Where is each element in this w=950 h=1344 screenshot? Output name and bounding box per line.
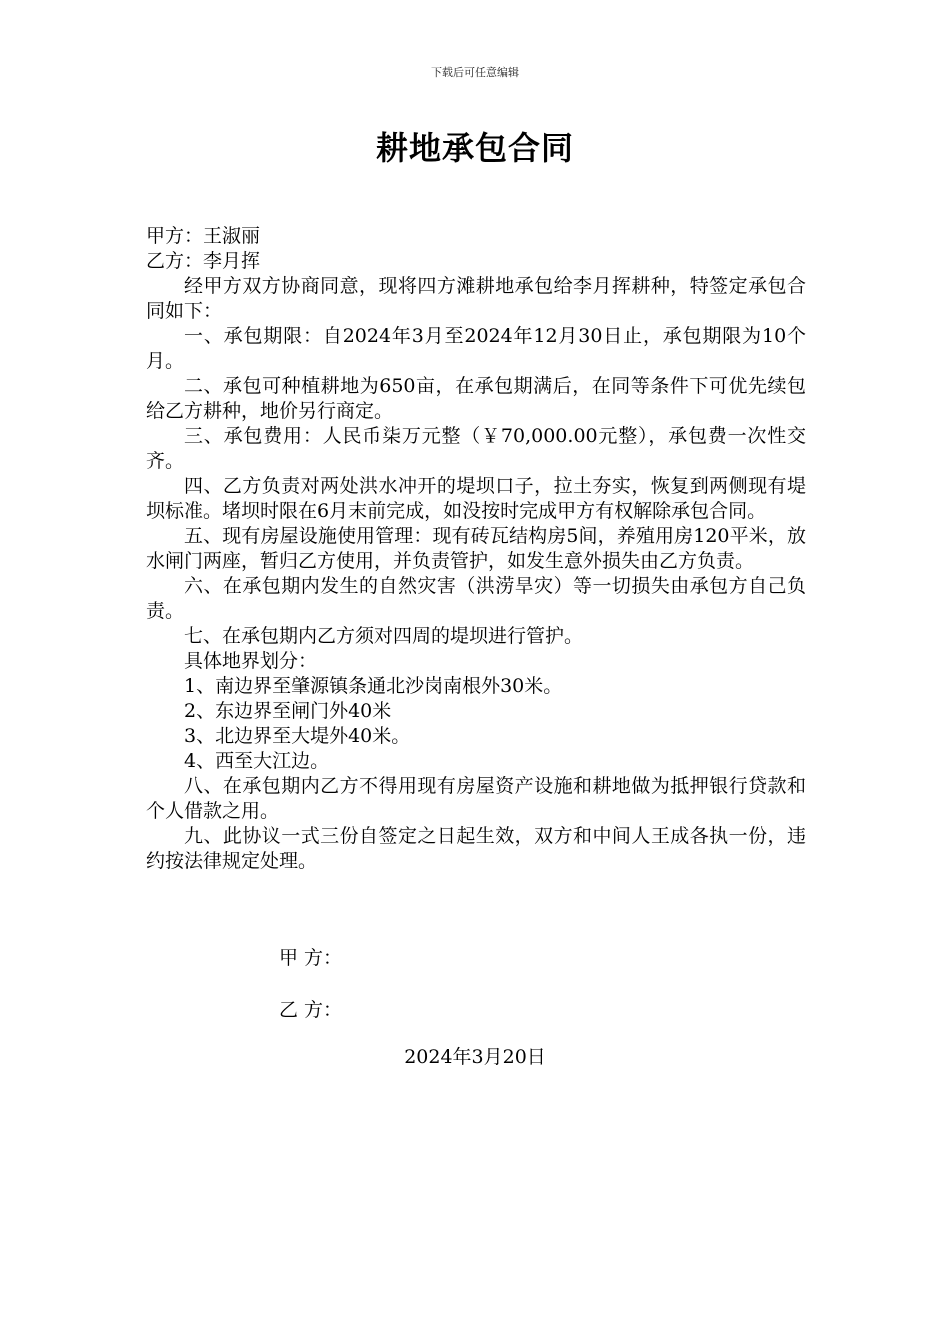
signature-party-a: 甲 方： (279, 947, 343, 969)
paragraph-clause-1: 一、承包期限：自2024年3月至2024年12月30日止，承包期限为10个月。 (146, 325, 806, 372)
party-a-line: 甲方：王淑丽 (146, 225, 261, 247)
contract-body (146, 224, 806, 874)
paragraph-clause-4: 四、乙方负责对两处洪水冲开的堤坝口子，拉土夯实，恢复到两侧现有堤坝标准。堵坝时限在6月末前完成，如没按时完成甲方有权解除承包合同。 (146, 475, 806, 522)
paragraph-clause-5: 五、现有房屋设施使用管理：现有砖瓦结构房5间，养殖用房120平米，放水闸门两座，暂归乙方使用，并负责管护，如发生意外损失由乙方负责。 (146, 525, 806, 572)
signature-party-b: 乙 方： (279, 999, 343, 1021)
paragraph-clause-2: 二、承包可种植耕地为650亩，在承包期满后，在同等条件下可优先续包给乙方耕种，地价另行商定。 (146, 375, 806, 422)
paragraph-clause-7: 七、在承包期内乙方须对四周的堤坝进行管护。 (184, 625, 584, 647)
paragraph-boundary-heading: 具体地界划分： (184, 650, 318, 672)
paragraph-boundary-south: 1、南边界至肇源镇条通北沙岗南根外30米。 (184, 675, 563, 697)
document-title: 耕地承包合同 (375, 129, 574, 167)
paragraph-clause-6: 六、在承包期内发生的自然灾害（洪涝旱灾）等一切损失由承包方自己负责。 (146, 575, 806, 622)
paragraph-clause-3: 三、承包费用：人民币柒万元整（￥70,000.00元整），承包费一次性交齐。 (146, 425, 806, 472)
paragraph-boundary-north: 3、北边界至大堤外40米。 (184, 725, 411, 747)
header-note: 下载后可任意编辑 (431, 66, 519, 79)
signature-date: 2024年3月20日 (404, 1046, 546, 1068)
paragraph-boundary-east: 2、东边界至闸门外40米 (184, 700, 392, 722)
party-b-line: 乙方：李月挥 (146, 250, 261, 272)
paragraph-clause-9: 九、此协议一式三份自签定之日起生效，双方和中间人王成各执一份，违约按法律规定处理。 (146, 825, 806, 872)
paragraph-intro: 经甲方双方协商同意，现将四方滩耕地承包给李月挥耕种，特签定承包合同如下： (146, 275, 806, 322)
paragraph-boundary-west: 4、西至大江边。 (184, 750, 330, 772)
paragraph-clause-8: 八、在承包期内乙方不得用现有房屋资产设施和耕地做为抵押银行贷款和个人借款之用。 (146, 775, 806, 822)
